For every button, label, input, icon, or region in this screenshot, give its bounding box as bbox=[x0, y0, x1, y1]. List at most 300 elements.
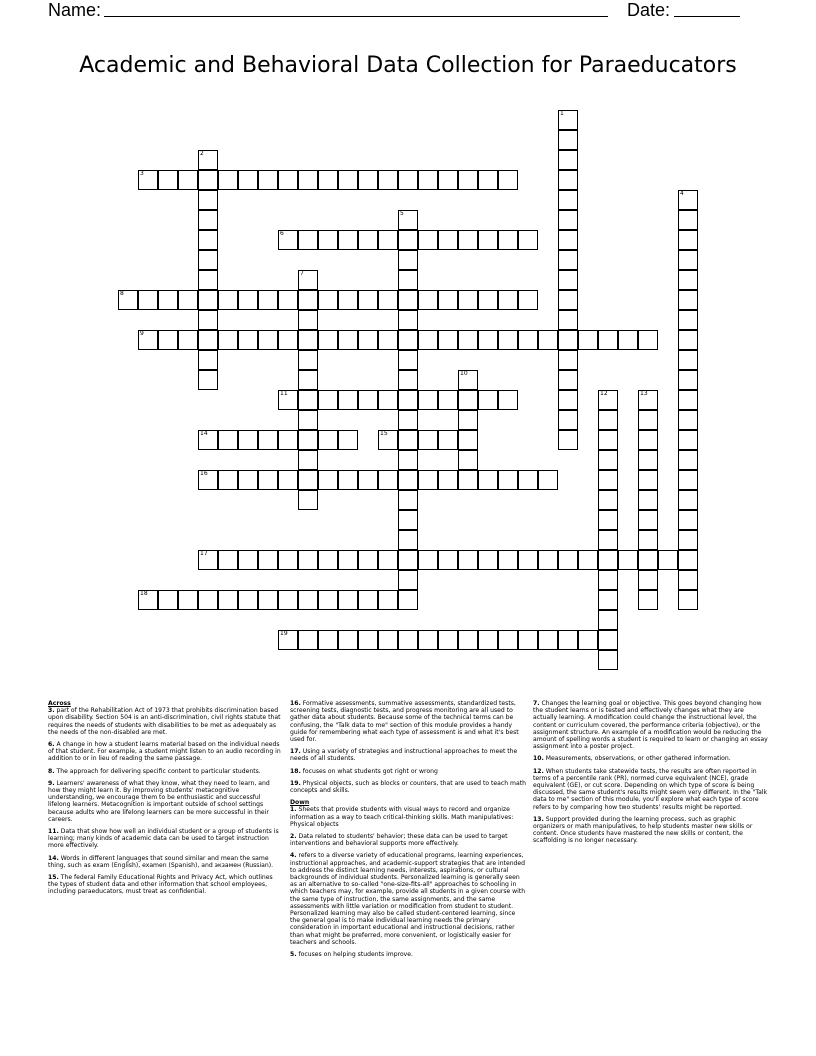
crossword-cell[interactable] bbox=[398, 270, 418, 290]
crossword-cell[interactable] bbox=[598, 510, 618, 530]
crossword-cell[interactable] bbox=[398, 490, 418, 510]
crossword-cell[interactable] bbox=[238, 470, 258, 490]
crossword-cell[interactable] bbox=[138, 590, 158, 610]
crossword-cell[interactable] bbox=[598, 470, 618, 490]
crossword-cell[interactable] bbox=[678, 470, 698, 490]
clue-number: 19. bbox=[290, 779, 301, 787]
crossword-cell[interactable] bbox=[618, 550, 638, 570]
crossword-cell[interactable] bbox=[178, 170, 198, 190]
crossword-cell[interactable] bbox=[378, 170, 398, 190]
crossword-cell[interactable] bbox=[498, 550, 518, 570]
crossword-cell[interactable] bbox=[678, 450, 698, 470]
crossword-cell[interactable] bbox=[458, 450, 478, 470]
crossword-cell[interactable] bbox=[638, 410, 658, 430]
crossword-cell[interactable] bbox=[298, 450, 318, 470]
crossword-cell[interactable] bbox=[318, 590, 338, 610]
crossword-cell[interactable] bbox=[278, 430, 298, 450]
crossword-cell[interactable] bbox=[558, 190, 578, 210]
crossword-cell[interactable] bbox=[478, 290, 498, 310]
crossword-cell[interactable] bbox=[458, 410, 478, 430]
crossword-cell[interactable] bbox=[678, 210, 698, 230]
crossword-cell[interactable] bbox=[498, 470, 518, 490]
crossword-cell[interactable] bbox=[558, 350, 578, 370]
crossword-cell[interactable] bbox=[178, 330, 198, 350]
crossword-cell[interactable] bbox=[418, 390, 438, 410]
crossword-cell[interactable] bbox=[438, 430, 458, 450]
crossword-cell[interactable] bbox=[358, 330, 378, 350]
crossword-cell[interactable] bbox=[398, 210, 418, 230]
crossword-cell[interactable] bbox=[438, 330, 458, 350]
crossword-cell[interactable] bbox=[398, 350, 418, 370]
crossword-cell[interactable] bbox=[418, 430, 438, 450]
clue-text: Support provided during the learning process, such as graphic organizers or math manipulatives, to help students master new skills or content. Once students have mastered the new skills or content, the scaffolding is no longer necessary. bbox=[533, 815, 753, 845]
crossword-cell[interactable] bbox=[638, 430, 658, 450]
crossword-cell[interactable] bbox=[678, 310, 698, 330]
crossword-cell[interactable] bbox=[558, 270, 578, 290]
crossword-cell[interactable] bbox=[278, 590, 298, 610]
crossword-cell[interactable] bbox=[298, 630, 318, 650]
crossword-cell[interactable] bbox=[338, 170, 358, 190]
crossword-cell[interactable] bbox=[598, 570, 618, 590]
crossword-cell[interactable] bbox=[218, 430, 238, 450]
crossword-cell[interactable] bbox=[458, 170, 478, 190]
crossword-cell[interactable] bbox=[198, 150, 218, 170]
crossword-cell[interactable] bbox=[258, 590, 278, 610]
crossword-cell[interactable] bbox=[298, 290, 318, 310]
crossword-cell[interactable] bbox=[558, 170, 578, 190]
crossword-cell[interactable] bbox=[398, 250, 418, 270]
crossword-cell[interactable] bbox=[198, 290, 218, 310]
crossword-cell[interactable] bbox=[498, 630, 518, 650]
crossword-cell[interactable] bbox=[638, 550, 658, 570]
crossword-cell[interactable] bbox=[558, 630, 578, 650]
crossword-cell[interactable] bbox=[358, 170, 378, 190]
crossword-cell[interactable] bbox=[558, 230, 578, 250]
crossword-cell[interactable] bbox=[218, 590, 238, 610]
crossword-cell[interactable] bbox=[678, 370, 698, 390]
crossword-cell[interactable] bbox=[318, 630, 338, 650]
crossword-cell[interactable] bbox=[398, 550, 418, 570]
crossword-cell[interactable] bbox=[258, 170, 278, 190]
crossword-cell[interactable] bbox=[338, 290, 358, 310]
crossword-cell[interactable] bbox=[558, 390, 578, 410]
crossword-cell[interactable] bbox=[398, 590, 418, 610]
crossword-cell[interactable] bbox=[158, 330, 178, 350]
crossword-cell[interactable] bbox=[318, 430, 338, 450]
clue-text: part of the Rehabilitation Act of 1973 that prohibits discrimination based upon disability. Section 504 is an anti-discrimination, civil rights statute that requires the needs of students with disabilities to be met as adequately as the needs of the non-disabled are met. bbox=[48, 707, 281, 736]
crossword-cell[interactable] bbox=[438, 470, 458, 490]
crossword-cell[interactable] bbox=[238, 430, 258, 450]
crossword-cell[interactable] bbox=[498, 170, 518, 190]
crossword-cell[interactable] bbox=[198, 310, 218, 330]
crossword-cell[interactable] bbox=[218, 550, 238, 570]
crossword-cell[interactable] bbox=[558, 410, 578, 430]
crossword-cell[interactable] bbox=[238, 290, 258, 310]
crossword-cell[interactable] bbox=[518, 330, 538, 350]
crossword-cell[interactable] bbox=[638, 490, 658, 510]
crossword-cell[interactable] bbox=[438, 230, 458, 250]
crossword-cell[interactable] bbox=[558, 290, 578, 310]
crossword-cell[interactable] bbox=[598, 650, 618, 670]
clue-number: 19 bbox=[280, 630, 288, 637]
crossword-cell[interactable] bbox=[398, 410, 418, 430]
crossword-cell[interactable] bbox=[418, 630, 438, 650]
crossword-cell[interactable] bbox=[678, 190, 698, 210]
crossword-cell[interactable] bbox=[418, 550, 438, 570]
clues-column-2 bbox=[290, 700, 526, 963]
crossword-cell[interactable] bbox=[458, 230, 478, 250]
crossword-cell[interactable] bbox=[358, 390, 378, 410]
crossword-cell[interactable] bbox=[578, 630, 598, 650]
clues-column-1 bbox=[48, 700, 284, 901]
crossword-cell[interactable] bbox=[258, 550, 278, 570]
crossword-cell[interactable] bbox=[338, 590, 358, 610]
crossword-cell[interactable] bbox=[678, 350, 698, 370]
crossword-cell[interactable] bbox=[398, 370, 418, 390]
crossword-cell[interactable] bbox=[338, 330, 358, 350]
crossword-cell[interactable] bbox=[378, 630, 398, 650]
crossword-cell[interactable] bbox=[478, 230, 498, 250]
crossword-cell[interactable] bbox=[678, 570, 698, 590]
down-heading: Down bbox=[290, 799, 310, 807]
crossword-cell[interactable] bbox=[178, 590, 198, 610]
crossword-cell[interactable] bbox=[378, 230, 398, 250]
crossword-cell[interactable] bbox=[378, 290, 398, 310]
crossword-cell[interactable] bbox=[458, 470, 478, 490]
crossword-cell[interactable] bbox=[318, 290, 338, 310]
clue-across-item bbox=[48, 700, 284, 736]
crossword-cell[interactable] bbox=[598, 330, 618, 350]
crossword-cell[interactable] bbox=[598, 590, 618, 610]
clue-number: 9 bbox=[140, 330, 144, 337]
crossword-cell[interactable] bbox=[498, 290, 518, 310]
crossword-cell[interactable] bbox=[258, 330, 278, 350]
crossword-cell[interactable] bbox=[398, 290, 418, 310]
crossword-cell[interactable] bbox=[278, 330, 298, 350]
crossword-cell[interactable] bbox=[338, 230, 358, 250]
clue-number: 14 bbox=[200, 430, 208, 437]
crossword-cell[interactable] bbox=[598, 450, 618, 470]
crossword-cell[interactable] bbox=[638, 330, 658, 350]
crossword-cell[interactable] bbox=[678, 290, 698, 310]
crossword-cell[interactable] bbox=[238, 170, 258, 190]
crossword-cell[interactable] bbox=[198, 250, 218, 270]
crossword-cell[interactable] bbox=[298, 470, 318, 490]
crossword-cell[interactable] bbox=[558, 430, 578, 450]
clue-number: 11. bbox=[48, 828, 59, 836]
crossword-cell[interactable] bbox=[638, 530, 658, 550]
clues-column-3 bbox=[533, 700, 769, 850]
crossword-cell[interactable] bbox=[358, 550, 378, 570]
crossword-cell[interactable] bbox=[378, 430, 398, 450]
crossword-cell[interactable] bbox=[278, 390, 298, 410]
crossword-cell[interactable] bbox=[398, 330, 418, 350]
crossword-cell[interactable] bbox=[378, 330, 398, 350]
clue-across-item bbox=[290, 700, 526, 743]
clue-number: 14. bbox=[48, 854, 59, 862]
crossword-cell[interactable] bbox=[278, 290, 298, 310]
crossword-cell[interactable] bbox=[378, 590, 398, 610]
crossword-cell[interactable] bbox=[318, 470, 338, 490]
crossword-cell[interactable] bbox=[238, 550, 258, 570]
crossword-cell[interactable] bbox=[138, 290, 158, 310]
crossword-cell[interactable] bbox=[678, 490, 698, 510]
crossword-cell[interactable] bbox=[358, 630, 378, 650]
crossword-cell[interactable] bbox=[598, 610, 618, 630]
crossword-cell[interactable] bbox=[298, 390, 318, 410]
crossword-cell[interactable] bbox=[458, 330, 478, 350]
crossword-cell[interactable] bbox=[478, 470, 498, 490]
clue-text: Changes the learning goal or objective. This goes beyond changing how the student learns or is tested and effectively changes what they are actually learning. A modification could change the instructional level, the content or curriculum covered, the performance criteria (objective), or the assignment structure. An example of a modification would be reducing the amount of spelling words a student is required to learn or changing an essay assignment into a poster project. bbox=[533, 700, 768, 751]
crossword-cell[interactable] bbox=[538, 550, 558, 570]
crossword-cell[interactable] bbox=[398, 470, 418, 490]
crossword-cell[interactable] bbox=[438, 290, 458, 310]
crossword-cell[interactable] bbox=[438, 550, 458, 570]
crossword-cell[interactable] bbox=[238, 590, 258, 610]
clue-text: The approach for delivering specific content to particular students. bbox=[56, 767, 261, 775]
crossword-cell[interactable] bbox=[598, 550, 618, 570]
clue-number: 15 bbox=[380, 430, 388, 437]
crossword-cell[interactable] bbox=[418, 170, 438, 190]
clue-across-item bbox=[290, 780, 526, 794]
crossword-cell[interactable] bbox=[298, 490, 318, 510]
crossword-cell[interactable] bbox=[298, 410, 318, 430]
clue-number: 7 bbox=[300, 270, 304, 277]
crossword-cell[interactable] bbox=[598, 410, 618, 430]
crossword-cell[interactable] bbox=[398, 230, 418, 250]
crossword-cell[interactable] bbox=[258, 470, 278, 490]
clue-number: 2. bbox=[290, 833, 297, 841]
crossword-cell[interactable] bbox=[518, 470, 538, 490]
crossword-cell[interactable] bbox=[518, 230, 538, 250]
crossword-cell[interactable] bbox=[198, 590, 218, 610]
crossword-cell[interactable] bbox=[598, 530, 618, 550]
crossword-cell[interactable] bbox=[538, 470, 558, 490]
crossword-cell[interactable] bbox=[218, 170, 238, 190]
crossword-cell[interactable] bbox=[298, 330, 318, 350]
crossword-cell[interactable] bbox=[358, 590, 378, 610]
clue-number: 10. bbox=[533, 755, 544, 763]
crossword-cell[interactable] bbox=[298, 350, 318, 370]
crossword-cell[interactable] bbox=[338, 550, 358, 570]
crossword-cell[interactable] bbox=[458, 370, 478, 390]
crossword-cell[interactable] bbox=[458, 430, 478, 450]
crossword-cell[interactable] bbox=[478, 330, 498, 350]
crossword-cell[interactable] bbox=[558, 130, 578, 150]
crossword-cell[interactable] bbox=[598, 430, 618, 450]
crossword-cell[interactable] bbox=[498, 390, 518, 410]
crossword-cell[interactable] bbox=[398, 450, 418, 470]
crossword-cell[interactable] bbox=[298, 370, 318, 390]
crossword-cell[interactable] bbox=[198, 370, 218, 390]
clue-number: 13 bbox=[640, 390, 648, 397]
crossword-cell[interactable] bbox=[298, 430, 318, 450]
crossword-cell[interactable] bbox=[278, 230, 298, 250]
crossword-cell[interactable] bbox=[678, 330, 698, 350]
crossword-cell[interactable] bbox=[558, 370, 578, 390]
crossword-cell[interactable] bbox=[598, 490, 618, 510]
crossword-cell[interactable] bbox=[198, 550, 218, 570]
crossword-cell[interactable] bbox=[198, 170, 218, 190]
crossword-cell[interactable] bbox=[478, 390, 498, 410]
crossword-cell[interactable] bbox=[378, 390, 398, 410]
crossword-cell[interactable] bbox=[298, 170, 318, 190]
crossword-cell[interactable] bbox=[278, 470, 298, 490]
crossword-cell[interactable] bbox=[218, 290, 238, 310]
crossword-cell[interactable] bbox=[638, 570, 658, 590]
crossword-cell[interactable] bbox=[678, 590, 698, 610]
clue-text: focuses on helping students improve. bbox=[298, 951, 413, 959]
clue-number: 12. bbox=[533, 767, 544, 775]
crossword-cell[interactable] bbox=[218, 470, 238, 490]
crossword-cell[interactable] bbox=[558, 550, 578, 570]
crossword-cell[interactable] bbox=[678, 230, 698, 250]
crossword-cell[interactable] bbox=[278, 550, 298, 570]
clue-number: 13. bbox=[533, 815, 544, 823]
crossword-cell[interactable] bbox=[118, 290, 138, 310]
crossword-cell[interactable] bbox=[398, 390, 418, 410]
crossword-cell[interactable] bbox=[378, 470, 398, 490]
crossword-cell[interactable] bbox=[258, 290, 278, 310]
crossword-cell[interactable] bbox=[638, 390, 658, 410]
crossword-cell[interactable] bbox=[518, 630, 538, 650]
crossword-cell[interactable] bbox=[298, 270, 318, 290]
crossword-cell[interactable] bbox=[458, 290, 478, 310]
crossword-cell[interactable] bbox=[398, 430, 418, 450]
crossword-cell[interactable] bbox=[318, 550, 338, 570]
crossword-cell[interactable] bbox=[158, 290, 178, 310]
crossword-cell[interactable] bbox=[318, 390, 338, 410]
crossword-cell[interactable] bbox=[198, 270, 218, 290]
crossword-cell[interactable] bbox=[198, 350, 218, 370]
crossword-cell[interactable] bbox=[678, 550, 698, 570]
crossword-cell[interactable] bbox=[418, 330, 438, 350]
crossword-cell[interactable] bbox=[538, 630, 558, 650]
crossword-cell[interactable] bbox=[558, 250, 578, 270]
crossword-cell[interactable] bbox=[358, 230, 378, 250]
crossword-cell[interactable] bbox=[338, 430, 358, 450]
crossword-cell[interactable] bbox=[558, 310, 578, 330]
crossword-cell[interactable] bbox=[458, 630, 478, 650]
crossword-cell[interactable] bbox=[298, 230, 318, 250]
crossword-cell[interactable] bbox=[478, 630, 498, 650]
crossword-cell[interactable] bbox=[678, 410, 698, 430]
crossword-cell[interactable] bbox=[398, 510, 418, 530]
clue-down-item bbox=[290, 951, 526, 958]
crossword-cell[interactable] bbox=[178, 290, 198, 310]
crossword-cell[interactable] bbox=[338, 470, 358, 490]
crossword-cell[interactable] bbox=[518, 290, 538, 310]
crossword-cell[interactable] bbox=[318, 330, 338, 350]
crossword-cell[interactable] bbox=[278, 630, 298, 650]
crossword-cell[interactable] bbox=[618, 330, 638, 350]
crossword-cell[interactable] bbox=[558, 210, 578, 230]
crossword-cell[interactable] bbox=[498, 330, 518, 350]
crossword-cell[interactable] bbox=[398, 630, 418, 650]
crossword-cell[interactable] bbox=[398, 170, 418, 190]
crossword-cell[interactable] bbox=[338, 390, 358, 410]
crossword-cell[interactable] bbox=[198, 190, 218, 210]
crossword-cell[interactable] bbox=[278, 170, 298, 190]
clue-number: 8 bbox=[120, 290, 124, 297]
crossword-cell[interactable] bbox=[398, 530, 418, 550]
crossword-cell[interactable] bbox=[358, 290, 378, 310]
crossword-cell[interactable] bbox=[358, 470, 378, 490]
crossword-cell[interactable] bbox=[638, 590, 658, 610]
crossword-cell[interactable] bbox=[338, 630, 358, 650]
crossword-cell[interactable] bbox=[578, 330, 598, 350]
crossword-cell[interactable] bbox=[478, 170, 498, 190]
crossword-cell[interactable] bbox=[198, 330, 218, 350]
crossword-cell[interactable] bbox=[418, 470, 438, 490]
crossword-cell[interactable] bbox=[198, 230, 218, 250]
clue-text: Learners' awareness of what they know, what they need to learn, and how they might learn it. By improving students' metacognitive understanding, we encourage them to be enthusiastic and successful lifelong learners. Metacognition is important outside of school settings because adults who are lifelong learners can be more successful in their careers. bbox=[48, 779, 270, 823]
crossword-cell[interactable] bbox=[458, 390, 478, 410]
crossword-cell[interactable] bbox=[558, 150, 578, 170]
crossword-cell[interactable] bbox=[158, 590, 178, 610]
crossword-cell[interactable] bbox=[638, 450, 658, 470]
crossword-cell[interactable] bbox=[678, 430, 698, 450]
crossword-cell[interactable] bbox=[478, 550, 498, 570]
crossword-cell[interactable] bbox=[298, 550, 318, 570]
crossword-cell[interactable] bbox=[678, 510, 698, 530]
crossword-cell[interactable] bbox=[498, 230, 518, 250]
crossword-cell[interactable] bbox=[678, 530, 698, 550]
crossword-cell[interactable] bbox=[298, 590, 318, 610]
crossword-cell[interactable] bbox=[418, 290, 438, 310]
crossword-cell[interactable] bbox=[218, 330, 238, 350]
crossword-cell[interactable] bbox=[678, 390, 698, 410]
crossword-cell[interactable] bbox=[198, 430, 218, 450]
crossword-cell[interactable] bbox=[518, 550, 538, 570]
crossword-cell[interactable] bbox=[678, 270, 698, 290]
crossword-cell[interactable] bbox=[438, 390, 458, 410]
crossword-cell[interactable] bbox=[158, 170, 178, 190]
crossword-cell[interactable] bbox=[238, 330, 258, 350]
crossword-cell[interactable] bbox=[298, 310, 318, 330]
crossword-cell[interactable] bbox=[538, 330, 558, 350]
clue-number: 18. bbox=[290, 767, 301, 775]
crossword-cell[interactable] bbox=[458, 550, 478, 570]
crossword-cell[interactable] bbox=[398, 310, 418, 330]
crossword-cell[interactable] bbox=[138, 170, 158, 190]
crossword-cell[interactable] bbox=[398, 570, 418, 590]
clue-across-item bbox=[290, 768, 526, 775]
clue-text: Data related to students' behavior; these data can be used to target interventions and behavioral supports more effectively. bbox=[290, 833, 508, 848]
crossword-cell[interactable] bbox=[638, 510, 658, 530]
crossword-cell[interactable] bbox=[318, 170, 338, 190]
crossword-cell[interactable] bbox=[598, 630, 618, 650]
clue-number: 4. bbox=[290, 852, 297, 860]
crossword-cell[interactable] bbox=[418, 230, 438, 250]
crossword-cell[interactable] bbox=[438, 170, 458, 190]
crossword-cell[interactable] bbox=[558, 110, 578, 130]
crossword-cell[interactable] bbox=[138, 330, 158, 350]
crossword-cell[interactable] bbox=[318, 230, 338, 250]
crossword-cell[interactable] bbox=[438, 630, 458, 650]
crossword-cell[interactable] bbox=[578, 550, 598, 570]
crossword-cell[interactable] bbox=[678, 250, 698, 270]
clue-across-item bbox=[290, 748, 526, 762]
crossword-cell[interactable] bbox=[598, 390, 618, 410]
crossword-cell[interactable] bbox=[378, 550, 398, 570]
crossword-cell[interactable] bbox=[638, 470, 658, 490]
crossword-cell[interactable] bbox=[558, 330, 578, 350]
crossword-cell[interactable] bbox=[198, 470, 218, 490]
crossword-cell[interactable] bbox=[258, 430, 278, 450]
crossword-cell[interactable] bbox=[198, 210, 218, 230]
crossword-cell[interactable] bbox=[658, 550, 678, 570]
